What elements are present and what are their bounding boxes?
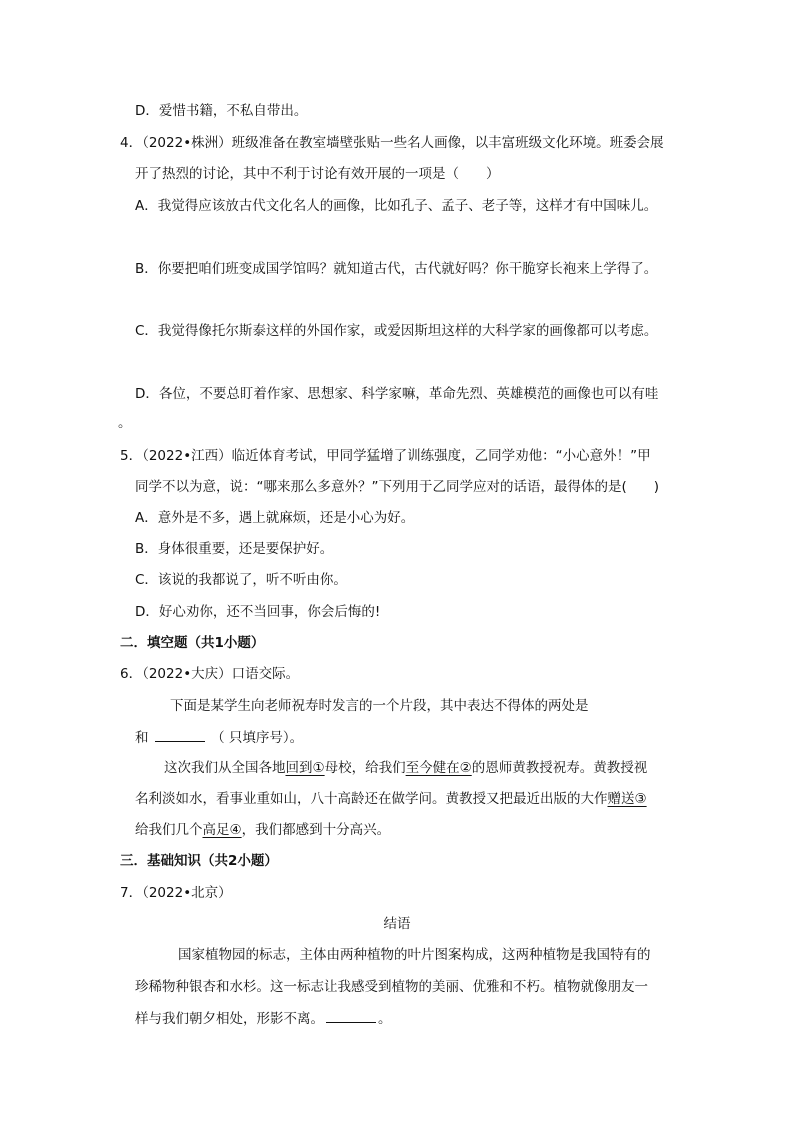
q6-stem: 6．（2022•大庆）口语交际。	[120, 666, 300, 682]
q7-line1: 国家植物园的标志，主体由两种植物的叶片图案构成，这两种植物是我国特有的	[178, 947, 651, 963]
section-2-title: 二．填空题（共1小题）	[120, 635, 265, 651]
q4-option-d-end: 。	[118, 415, 132, 431]
q7-line2: 珍稀物种银杏和水杉。这一标志让我感受到植物的美丽、优雅和不朽。植物就像朋友一	[135, 979, 648, 995]
q6-text: 的恩师黄教授祝寿。黄教授视	[471, 760, 648, 776]
q5-option-b: B．身体很重要，还是要保护好。	[135, 541, 334, 557]
q6-answer-blank[interactable]	[155, 727, 205, 742]
q7-line3	[135, 1008, 392, 1029]
q6-underlined-2: 至今健在②	[405, 760, 472, 776]
q5-option-a: A．意外是不多，遇上就麻烦，还是小心为好。	[135, 510, 415, 526]
q4-option-b: B．你要把咱们班变成国学馆吗？就知道古代，古代就好吗？你干脆穿长袍来上学得了。	[135, 261, 658, 277]
q6-underlined-1: 回到①	[285, 760, 325, 776]
q7-stem: 7．（2022•北京）	[120, 885, 232, 901]
q3-option-d: D．爱惜书籍，不私自带出。	[135, 103, 308, 119]
q5-option-c: C．该说的我都说了，听不听由你。	[135, 572, 347, 588]
q6-text: 给我们几个	[135, 822, 203, 838]
section-3-title: 三．基础知识（共2小题）	[120, 853, 278, 869]
q4-option-c: C．我觉得像托尔斯泰这样的外国作家，或爱因斯坦这样的大科学家的画像都可以考虑。	[135, 323, 658, 339]
q5-option-d: D．好心劝你，还不当回事，你会后悔的!	[135, 604, 381, 620]
q4-stem-line2: 开了热烈的讨论，其中不利于讨论有效开展的一项是（ ）	[135, 166, 500, 182]
q5-stem-line1: 5．（2022•江西）临近体育考试，甲同学猛增了训练强度，乙同学劝他：“小心意外！”甲	[120, 448, 651, 464]
q6-instruction-text: （ 只填序号）。	[211, 730, 304, 746]
q7-title: 结语	[383, 916, 411, 932]
q7-answer-blank[interactable]	[326, 1008, 376, 1023]
q6-underlined-3: 赠送③	[607, 791, 647, 807]
q6-underlined-4: 高足④	[202, 822, 242, 838]
q6-text: 母校，给我们	[324, 760, 406, 776]
q6-passage-line3	[135, 820, 390, 840]
q4-option-a: A．我觉得应该放古代文化名人的画像，比如孔子、孟子、老子等，这样才有中国味儿。	[135, 198, 658, 214]
q4-stem-line1: 4．（2022•株洲）班级准备在教室墙壁张贴一些名人画像，以丰富班级文化环境。班委会展	[120, 135, 664, 151]
q6-passage-line2	[135, 789, 647, 809]
q5-stem-line2: 同学不以为意，说：“哪来那么多意外？”下列用于乙同学应对的话语，最得体的是( )	[135, 479, 660, 495]
q4-option-d: D．各位，不要总盯着作家、思想家、科学家嘛，革命先烈、英雄模范的画像也可以有哇	[135, 386, 659, 402]
q6-text: 这次我们从全国各地	[164, 760, 286, 776]
q6-text: 名利淡如水，看事业重如山，八十高龄还在做学问。黄教授又把最近出版的大作	[135, 791, 608, 807]
q7-text: 样与我们朝夕相处，形影不离。	[135, 1011, 324, 1027]
q6-and-text: 和	[135, 730, 149, 746]
q6-passage-line1	[164, 758, 647, 778]
q6-paragraph-line2	[135, 727, 303, 748]
q6-text: ，我们都感到十分高兴。	[241, 822, 391, 838]
q7-text-end: 。	[378, 1011, 392, 1027]
q6-paragraph-line1: 下面是某学生向老师祝寿时发言的一个片段，其中表达不得体的两处是	[170, 698, 589, 714]
